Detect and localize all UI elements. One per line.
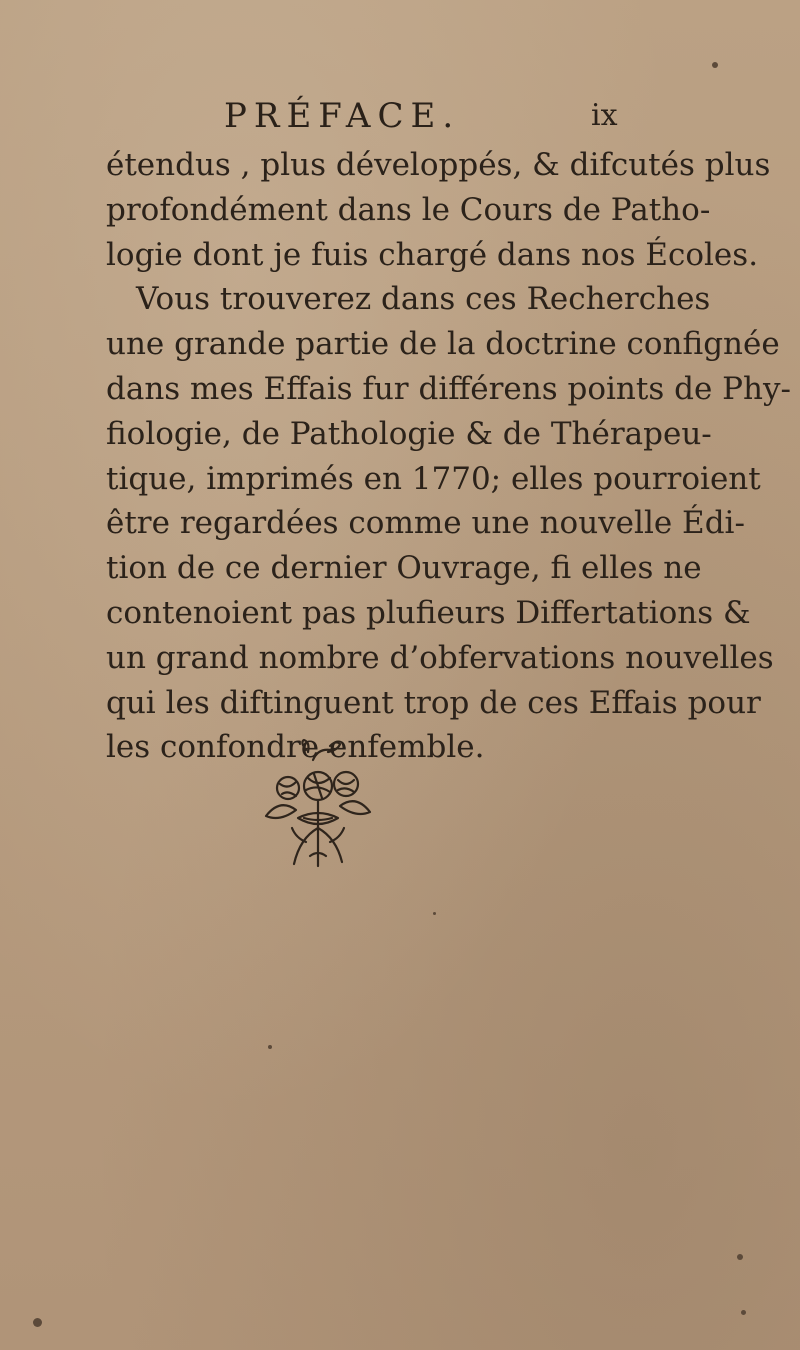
text-line: tique, imprimés en 1770; elles pourroient xyxy=(106,460,761,497)
text-line: étendus , plus développés, & difcutés plus xyxy=(106,147,771,183)
body-text xyxy=(106,143,791,770)
paper-speck xyxy=(33,1318,42,1327)
text-line: contenoient pas plufieurs Differtations & xyxy=(106,594,751,631)
text-line: être regardées comme une nouvelle Édi- xyxy=(106,505,745,542)
text-line: logie dont je fuis chargé dans nos Écoles. xyxy=(106,236,759,273)
text-line: dans mes Effais fur différens points de Phy- xyxy=(106,370,791,407)
text-line: une grande partie de la doctrine confignée xyxy=(106,326,780,363)
paper-speck xyxy=(737,1254,743,1260)
text-line: fiologie, de Pathologie & de Thérapeu- xyxy=(106,415,712,452)
floral-vignette-icon xyxy=(258,738,378,878)
text-line: qui les diftinguent trop de ces Effais pour xyxy=(106,684,761,721)
running-title: PRÉFACE. xyxy=(224,96,461,136)
text-line: Vous trouverez dans ces Recherches xyxy=(136,281,711,318)
paper-speck xyxy=(433,912,436,915)
text-line: profondément dans le Cours de Patho- xyxy=(106,191,711,228)
text-line: les confondre enfemble. xyxy=(106,729,485,766)
text-line: tion de ce dernier Ouvrage, fi elles ne xyxy=(106,550,702,587)
paper-speck xyxy=(712,62,718,68)
paper-speck xyxy=(268,1045,272,1049)
running-header xyxy=(224,96,624,136)
paper-speck xyxy=(741,1310,746,1315)
text-line: un grand nombre d’obfervations nouvelles xyxy=(106,639,774,676)
page-number: ix xyxy=(591,98,618,133)
